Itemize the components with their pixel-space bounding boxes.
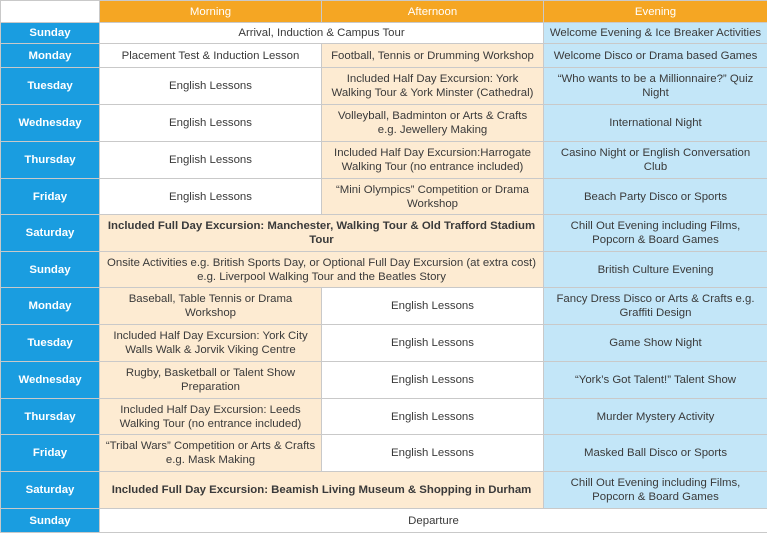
day-label: Friday — [1, 435, 100, 472]
table-row — [1, 472, 767, 509]
day-label: Sunday — [1, 23, 100, 44]
activity-cell-evening: International Night — [544, 105, 767, 142]
header-morning: Morning — [100, 1, 322, 23]
activity-cell-afternoon: English Lessons — [322, 288, 544, 325]
activity-cell-evening: Masked Ball Disco or Sports — [544, 435, 767, 472]
day-label: Tuesday — [1, 68, 100, 105]
day-label: Monday — [1, 44, 100, 68]
table-row — [1, 44, 767, 68]
table-row — [1, 252, 767, 288]
activity-cell-afternoon: Included Half Day Excursion: York Walking Tour & York Minster (Cathedral) — [322, 68, 544, 105]
activity-cell-evening: Chill Out Evening including Films, Popcorn & Board Games — [544, 215, 767, 252]
activity-cell-evening: Murder Mystery Activity — [544, 399, 767, 435]
day-label: Friday — [1, 179, 100, 215]
table-row — [1, 362, 767, 399]
activity-cell-evening: British Culture Evening — [544, 252, 767, 288]
activity-cell-morning: Included Half Day Excursion: York City Walls Walk & Jorvik Viking Centre — [100, 325, 322, 362]
activity-cell-morning: Baseball, Table Tennis or Drama Workshop — [100, 288, 322, 325]
table-row — [1, 288, 767, 325]
activity-cell-morning-afternoon: Arrival, Induction & Campus Tour — [100, 23, 544, 44]
activity-cell-afternoon: Volleyball, Badminton or Arts & Crafts e.g. Jewellery Making — [322, 105, 544, 142]
day-label: Saturday — [1, 215, 100, 252]
header-evening: Evening — [544, 1, 767, 23]
schedule-body — [1, 23, 767, 533]
activity-cell-evening: Chill Out Evening including Films, Popcorn & Board Games — [544, 472, 767, 509]
activity-cell-evening: Game Show Night — [544, 325, 767, 362]
day-label: Thursday — [1, 142, 100, 179]
activity-cell-morning-afternoon: Included Full Day Excursion: Beamish Living Museum & Shopping in Durham — [100, 472, 544, 509]
activity-cell-evening: Welcome Disco or Drama based Games — [544, 44, 767, 68]
day-label: Sunday — [1, 252, 100, 288]
day-label: Tuesday — [1, 325, 100, 362]
day-label: Wednesday — [1, 362, 100, 399]
day-label: Thursday — [1, 399, 100, 435]
table-row — [1, 179, 767, 215]
table-row — [1, 105, 767, 142]
header-afternoon: Afternoon — [322, 1, 544, 23]
activity-cell-afternoon: English Lessons — [322, 362, 544, 399]
table-row — [1, 215, 767, 252]
table-row — [1, 68, 767, 105]
header-row — [1, 1, 767, 23]
activity-cell-afternoon: English Lessons — [322, 325, 544, 362]
activity-cell-morning: Rugby, Basketball or Talent Show Preparation — [100, 362, 322, 399]
activity-cell-allday: Departure — [100, 509, 767, 533]
activity-cell-morning-afternoon: Included Full Day Excursion: Manchester, Walking Tour & Old Trafford Stadium Tour — [100, 215, 544, 252]
activity-cell-morning: English Lessons — [100, 68, 322, 105]
day-label: Monday — [1, 288, 100, 325]
header-corner — [1, 1, 100, 23]
activity-cell-morning: English Lessons — [100, 142, 322, 179]
activity-cell-afternoon: English Lessons — [322, 435, 544, 472]
activity-cell-morning: “Tribal Wars” Competition or Arts & Crafts e.g. Mask Making — [100, 435, 322, 472]
activity-cell-morning-afternoon: Onsite Activities e.g. British Sports Day, or Optional Full Day Excursion (at extra cost) e.g. Liverpool Walking Tour and the Beatles Story — [100, 252, 544, 288]
table-row — [1, 435, 767, 472]
table-row — [1, 142, 767, 179]
table-row — [1, 23, 767, 44]
activity-cell-afternoon: Included Half Day Excursion:Harrogate Walking Tour (no entrance included) — [322, 142, 544, 179]
activity-cell-morning: Included Half Day Excursion: Leeds Walking Tour (no entrance included) — [100, 399, 322, 435]
table-row — [1, 509, 767, 533]
activity-cell-morning: Placement Test & Induction Lesson — [100, 44, 322, 68]
activity-cell-evening: Casino Night or English Conversation Club — [544, 142, 767, 179]
activity-cell-evening: Welcome Evening & Ice Breaker Activities — [544, 23, 767, 44]
table-row — [1, 325, 767, 362]
activity-cell-afternoon: “Mini Olympics” Competition or Drama Workshop — [322, 179, 544, 215]
activity-cell-evening: “Who wants to be a Millionnaire?” Quiz Night — [544, 68, 767, 105]
activity-cell-afternoon: Football, Tennis or Drumming Workshop — [322, 44, 544, 68]
activity-cell-morning: English Lessons — [100, 105, 322, 142]
day-label: Wednesday — [1, 105, 100, 142]
table-row — [1, 399, 767, 435]
day-label: Sunday — [1, 509, 100, 533]
activity-cell-morning: English Lessons — [100, 179, 322, 215]
day-label: Saturday — [1, 472, 100, 509]
activity-cell-evening: Fancy Dress Disco or Arts & Crafts e.g. Graffiti Design — [544, 288, 767, 325]
activity-cell-evening: Beach Party Disco or Sports — [544, 179, 767, 215]
activity-cell-evening: “York’s Got Talent!” Talent Show — [544, 362, 767, 399]
activity-cell-afternoon: English Lessons — [322, 399, 544, 435]
